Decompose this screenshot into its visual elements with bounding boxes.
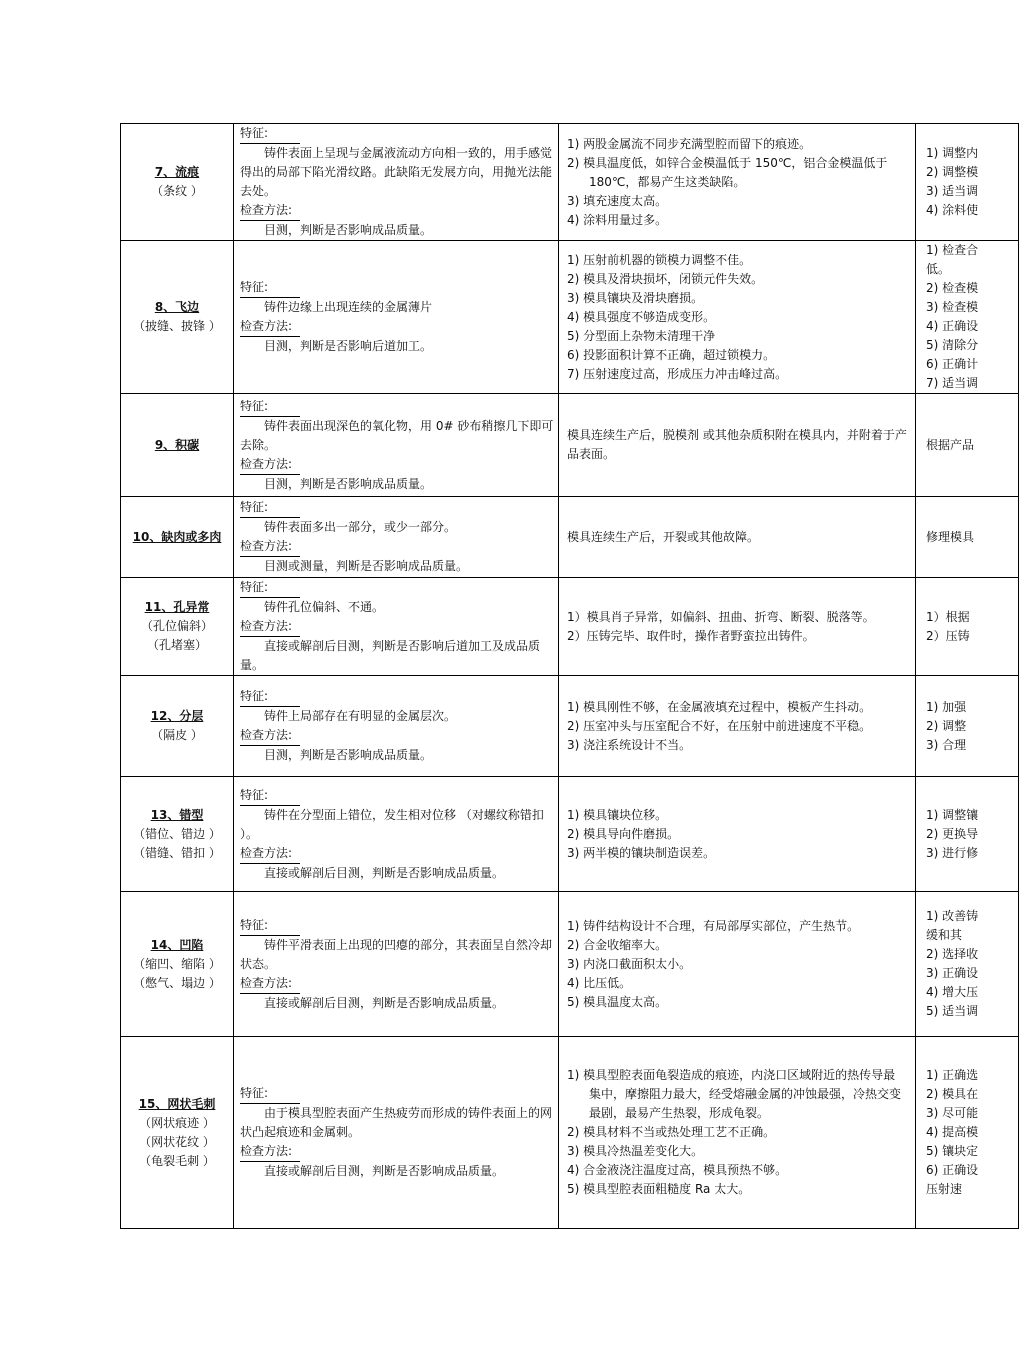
- defect-name: 12、分层: [150, 709, 204, 723]
- cause-list: [567, 1066, 907, 1199]
- remedy-item: 1) 正确选: [926, 1068, 979, 1082]
- check-method-label: 检查方法:: [240, 537, 300, 557]
- check-method-text: 直接或解剖后目测，判断是否影响后道加工及成品质量。: [240, 639, 541, 672]
- cause-item: 1) 模具刚性不够，在金属液填充过程中，模板产生抖动。: [567, 699, 872, 714]
- cause-list: [567, 698, 907, 755]
- cause-item: 4) 合金液浇注温度过高，模具预热不够。: [567, 1163, 788, 1177]
- feature-text: 铸件在分型面上错位，发生相对位移 （对螺纹称错扣 ）。: [240, 807, 544, 841]
- feature-cell: [234, 578, 559, 676]
- feature-label: 特征:: [240, 124, 300, 144]
- remedy-item: 5) 清除分: [926, 338, 979, 352]
- remedy-cell: [916, 777, 1019, 892]
- defect-row: [121, 578, 1019, 676]
- check-method-label: 检查方法:: [240, 726, 300, 746]
- remedy-item: 5) 适当调: [926, 1004, 979, 1018]
- cause-item: 3) 模具镶块及滑块磨损。: [567, 290, 704, 305]
- remedy-item: 2) 调整: [926, 718, 967, 733]
- defect-table: [120, 123, 1019, 1229]
- check-method-text: 目测，判断是否影响后道加工。: [264, 339, 433, 353]
- remedy-item: 4) 增大压: [926, 985, 979, 999]
- defect-row: [121, 241, 1019, 394]
- check-method-text: 直接或解剖后目测，判断是否影响成品质量。: [264, 995, 505, 1010]
- feature-text: 铸件表面上呈现与金属液流动方向相一致的，用手感觉得出的局部下陷光滑纹路。此缺陷无发展方向，用抛光法能去处。: [240, 146, 553, 198]
- defect-alias: （网状花纹 ）: [139, 1134, 215, 1149]
- remedy-list: [926, 608, 1018, 646]
- remedy-list: [926, 698, 1018, 755]
- remedy-item: 4) 正确设: [926, 319, 979, 333]
- remedy-list: [926, 907, 1018, 1021]
- remedy-item: 3) 适当调: [926, 184, 979, 198]
- remedy-item: 3) 合理: [926, 737, 967, 752]
- defect-alias: （错位、错边 ）: [133, 826, 221, 841]
- remedy-cell: [916, 1037, 1019, 1229]
- check-method-label: 检查方法:: [240, 1142, 300, 1162]
- cause-item: 4) 涂料用量过多。: [567, 212, 668, 227]
- feature-label: 特征:: [240, 278, 300, 298]
- cause-item: 2) 压室冲头与压室配合不好，在压射中前进速度不平稳。: [567, 718, 872, 733]
- remedy-list: [926, 806, 1018, 863]
- check-method-label: 检查方法:: [240, 617, 300, 637]
- defect-name-cell: [121, 394, 234, 497]
- remedy-item: 1) 加强: [926, 699, 967, 714]
- feature-text: 铸件平滑表面上出现的凹瘪的部分，其表面呈自然冷却状态。: [240, 937, 553, 971]
- cause-text: 模具连续生产后，脱模剂 或其他杂质积附在模具内，并附着于产品表面。: [567, 428, 907, 461]
- remedy-cell: [916, 497, 1019, 578]
- defect-name-cell: [121, 124, 234, 241]
- cause-item: 4) 比压低。: [567, 975, 632, 990]
- defect-alias: （孔位偏斜）: [140, 619, 213, 633]
- feature-cell: [234, 1037, 559, 1229]
- defect-alias: （披缝、披锋 ）: [133, 319, 221, 333]
- feature-text: 由于模具型腔表面产生热疲劳而形成的铸件表面上的网状凸起痕迹和金属刺。: [240, 1106, 553, 1139]
- defect-name-cell: [121, 676, 234, 777]
- remedy-item: 7) 适当调: [926, 376, 979, 390]
- feature-text: 铸件表面出现深色的氧化物，用 0# 砂布稍擦几下即可去除。: [240, 418, 554, 452]
- check-method-text: 直接或解剖后目测，判断是否影响成品质量。: [264, 865, 505, 880]
- cause-item: 2) 模具材料不当或热处理工艺不正确。: [567, 1125, 776, 1139]
- defect-name: 10、缺肉或多肉: [132, 529, 222, 544]
- feature-text: 铸件孔位偏斜、不通。: [264, 600, 385, 614]
- feature-cell: [234, 676, 559, 777]
- defect-row: [121, 124, 1019, 241]
- cause-cell: [559, 124, 916, 241]
- check-method-label: 检查方法:: [240, 201, 300, 221]
- remedy-item: 3) 正确设: [926, 966, 979, 980]
- defect-alias: （条纹 ）: [151, 184, 203, 198]
- cause-item: 1）模具肖子异常，如偏斜、扭曲、折弯、断裂、脱落等。: [567, 609, 875, 624]
- feature-cell: [234, 394, 559, 497]
- cause-list: [567, 608, 907, 646]
- remedy-cell: [916, 676, 1019, 777]
- cause-item: 2) 模具及滑块损坏，闭锁元件失效。: [567, 271, 764, 286]
- remedy-item: 缓和其: [926, 928, 963, 942]
- check-method-text: 目测，判断是否影响成品质量。: [264, 223, 433, 237]
- remedy-list: [926, 241, 1018, 393]
- remedy-item: 3) 检查模: [926, 300, 979, 314]
- remedy-cell: [916, 394, 1019, 497]
- cause-cell: [559, 394, 916, 497]
- cause-item: 2）压铸完毕、取件时，操作者野蛮拉出铸件。: [567, 628, 815, 643]
- remedy-text: 根据产品: [926, 437, 975, 452]
- remedy-item: 2) 更换导: [926, 826, 979, 841]
- remedy-item: 1) 调整镶: [926, 807, 979, 822]
- check-method-text: 直接或解剖后目测，判断是否影响成品质量。: [264, 1164, 505, 1178]
- defect-alias: （缩凹、缩陷 ）: [133, 956, 221, 971]
- remedy-list: [926, 1066, 1018, 1199]
- remedy-item: 6) 正确设: [926, 1163, 979, 1177]
- remedy-item: 2) 检查模: [926, 281, 979, 295]
- cause-item: 1) 模具镶块位移。: [567, 807, 668, 822]
- cause-list: [567, 806, 907, 863]
- feature-cell: [234, 892, 559, 1037]
- remedy-item: 4) 涂料使: [926, 203, 979, 217]
- remedy-item: 低。: [926, 262, 951, 276]
- cause-item: 3) 两半模的镶块制造误差。: [567, 845, 716, 860]
- feature-text: 铸件上局部存在有明显的金属层次。: [264, 709, 457, 723]
- check-method-label: 检查方法:: [240, 974, 300, 994]
- feature-cell: [234, 497, 559, 578]
- cause-item: 3) 填充速度太高。: [567, 193, 668, 208]
- feature-label: 特征:: [240, 786, 300, 806]
- feature-label: 特征:: [240, 498, 300, 518]
- cause-cell: [559, 676, 916, 777]
- cause-item: 6) 投影面积计算不正确，超过锁模力。: [567, 347, 776, 362]
- feature-label: 特征:: [240, 578, 300, 598]
- cause-list: [567, 917, 907, 1012]
- feature-label: 特征:: [240, 1084, 300, 1104]
- remedy-list: [926, 144, 1018, 220]
- defect-row: [121, 394, 1019, 497]
- defect-name: 14、凹陷: [150, 937, 204, 952]
- cause-item: 1) 压射前机器的锁模力调整不佳。: [567, 252, 752, 267]
- check-method-label: 检查方法:: [240, 317, 300, 337]
- defect-name: 8、飞边: [154, 300, 200, 314]
- cause-item: 2) 合金收缩率大。: [567, 937, 668, 952]
- defect-table-body: [121, 124, 1019, 1229]
- remedy-item: 压射速: [926, 1182, 963, 1196]
- remedy-item: 3) 尽可能: [926, 1106, 979, 1120]
- defect-name-cell: [121, 1037, 234, 1229]
- remedy-item: 1) 检查合: [926, 243, 979, 257]
- remedy-item: 2）压铸: [926, 628, 970, 643]
- feature-cell: [234, 777, 559, 892]
- remedy-item: 1) 调整内: [926, 146, 979, 160]
- check-method-label: 检查方法:: [240, 844, 300, 864]
- cause-item: 7) 压射速度过高，形成压力冲击峰过高。: [567, 366, 788, 381]
- defect-row: [121, 497, 1019, 578]
- defect-alias: （龟裂毛刺 ）: [139, 1153, 215, 1168]
- remedy-cell: [916, 124, 1019, 241]
- cause-cell: [559, 241, 916, 394]
- remedy-item: 6) 正确计: [926, 357, 979, 371]
- cause-cell: [559, 892, 916, 1037]
- check-method-text: 目测，判断是否影响成品质量。: [264, 476, 433, 491]
- cause-item: 5) 模具温度太高。: [567, 994, 668, 1009]
- check-method-text: 目测，判断是否影响成品质量。: [264, 748, 433, 762]
- cause-cell: [559, 1037, 916, 1229]
- defect-alias: （错缝、错扣 ）: [133, 845, 221, 860]
- cause-item: 5) 模具型腔表面粗糙度 Ra 太大。: [567, 1182, 751, 1196]
- defect-name-cell: [121, 578, 234, 676]
- defect-name: 15、网状毛刺: [138, 1096, 216, 1111]
- cause-item: 1) 铸件结构设计不合理，有局部厚实部位，产生热节。: [567, 918, 860, 933]
- remedy-item: 1）根据: [926, 609, 970, 624]
- cause-cell: [559, 578, 916, 676]
- cause-cell: [559, 497, 916, 578]
- defect-alias: （孔堵塞）: [146, 638, 207, 652]
- remedy-item: 3) 进行修: [926, 845, 979, 860]
- defect-name: 7、流痕: [154, 165, 200, 179]
- cause-item: 1) 模具型腔表面龟裂造成的痕迹，内浇口区域附近的热传导最集中，摩擦阻力最大，经受熔融金属的冲蚀最强，冷热交变最剧，最易产生热裂，形成龟裂。: [567, 1068, 902, 1120]
- remedy-text: 修理模具: [926, 529, 975, 544]
- remedy-cell: [916, 578, 1019, 676]
- cause-list: [567, 135, 907, 230]
- remedy-item: 5) 镶块定: [926, 1144, 979, 1158]
- cause-item: 5) 分型面上杂物未清理干净: [567, 328, 716, 343]
- defect-row: [121, 777, 1019, 892]
- defect-alias: （网状痕迹 ）: [139, 1115, 215, 1130]
- cause-list: [567, 251, 907, 384]
- defect-row: [121, 892, 1019, 1037]
- feature-cell: [234, 241, 559, 394]
- feature-cell: [234, 124, 559, 241]
- remedy-item: 2) 调整模: [926, 165, 979, 179]
- remedy-item: 2) 选择收: [926, 947, 979, 961]
- check-method-label: 检查方法:: [240, 455, 300, 475]
- defect-alias: （憋气、塌边 ）: [133, 975, 221, 990]
- defect-name-cell: [121, 497, 234, 578]
- cause-item: 4) 模具强度不够造成变形。: [567, 309, 716, 324]
- defect-name: 13、错型: [150, 807, 204, 822]
- defect-name: 11、孔异常: [144, 600, 210, 614]
- feature-text: 铸件边缘上出现连续的金属薄片: [264, 300, 433, 314]
- defect-name-cell: [121, 241, 234, 394]
- feature-text: 铸件表面多出一部分，或少一部分。: [264, 520, 457, 534]
- cause-item: 3) 浇注系统设计不当。: [567, 737, 692, 752]
- check-method-text: 目测或测量，判断是否影响成品质量。: [264, 559, 469, 573]
- defect-row: [121, 676, 1019, 777]
- cause-text: 模具连续生产后，开裂或其他故障。: [567, 529, 760, 544]
- remedy-item: 1) 改善铸: [926, 909, 979, 923]
- remedy-cell: [916, 241, 1019, 394]
- cause-item: 3) 模具冷热温差变化大。: [567, 1144, 704, 1158]
- defect-name-cell: [121, 892, 234, 1037]
- cause-cell: [559, 777, 916, 892]
- remedy-item: 2) 模具在: [926, 1087, 979, 1101]
- cause-item: 2) 模具温度低，如锌合金模温低于 150℃，铝合金模温低于 180℃，都易产生这类缺陷。: [567, 155, 888, 189]
- cause-item: 2) 模具导向件磨损。: [567, 826, 680, 841]
- defect-name-cell: [121, 777, 234, 892]
- defect-name: 9、积碳: [154, 437, 200, 452]
- feature-label: 特征:: [240, 397, 300, 417]
- feature-label: 特征:: [240, 687, 300, 707]
- defect-row: [121, 1037, 1019, 1229]
- cause-item: 1) 两股金属流不同步充满型腔而留下的痕迹。: [567, 136, 812, 151]
- remedy-item: 4) 提高模: [926, 1125, 979, 1139]
- remedy-cell: [916, 892, 1019, 1037]
- cause-item: 3) 内浇口截面积太小。: [567, 956, 692, 971]
- defect-alias: （隔皮 ）: [151, 728, 203, 742]
- feature-label: 特征:: [240, 916, 300, 936]
